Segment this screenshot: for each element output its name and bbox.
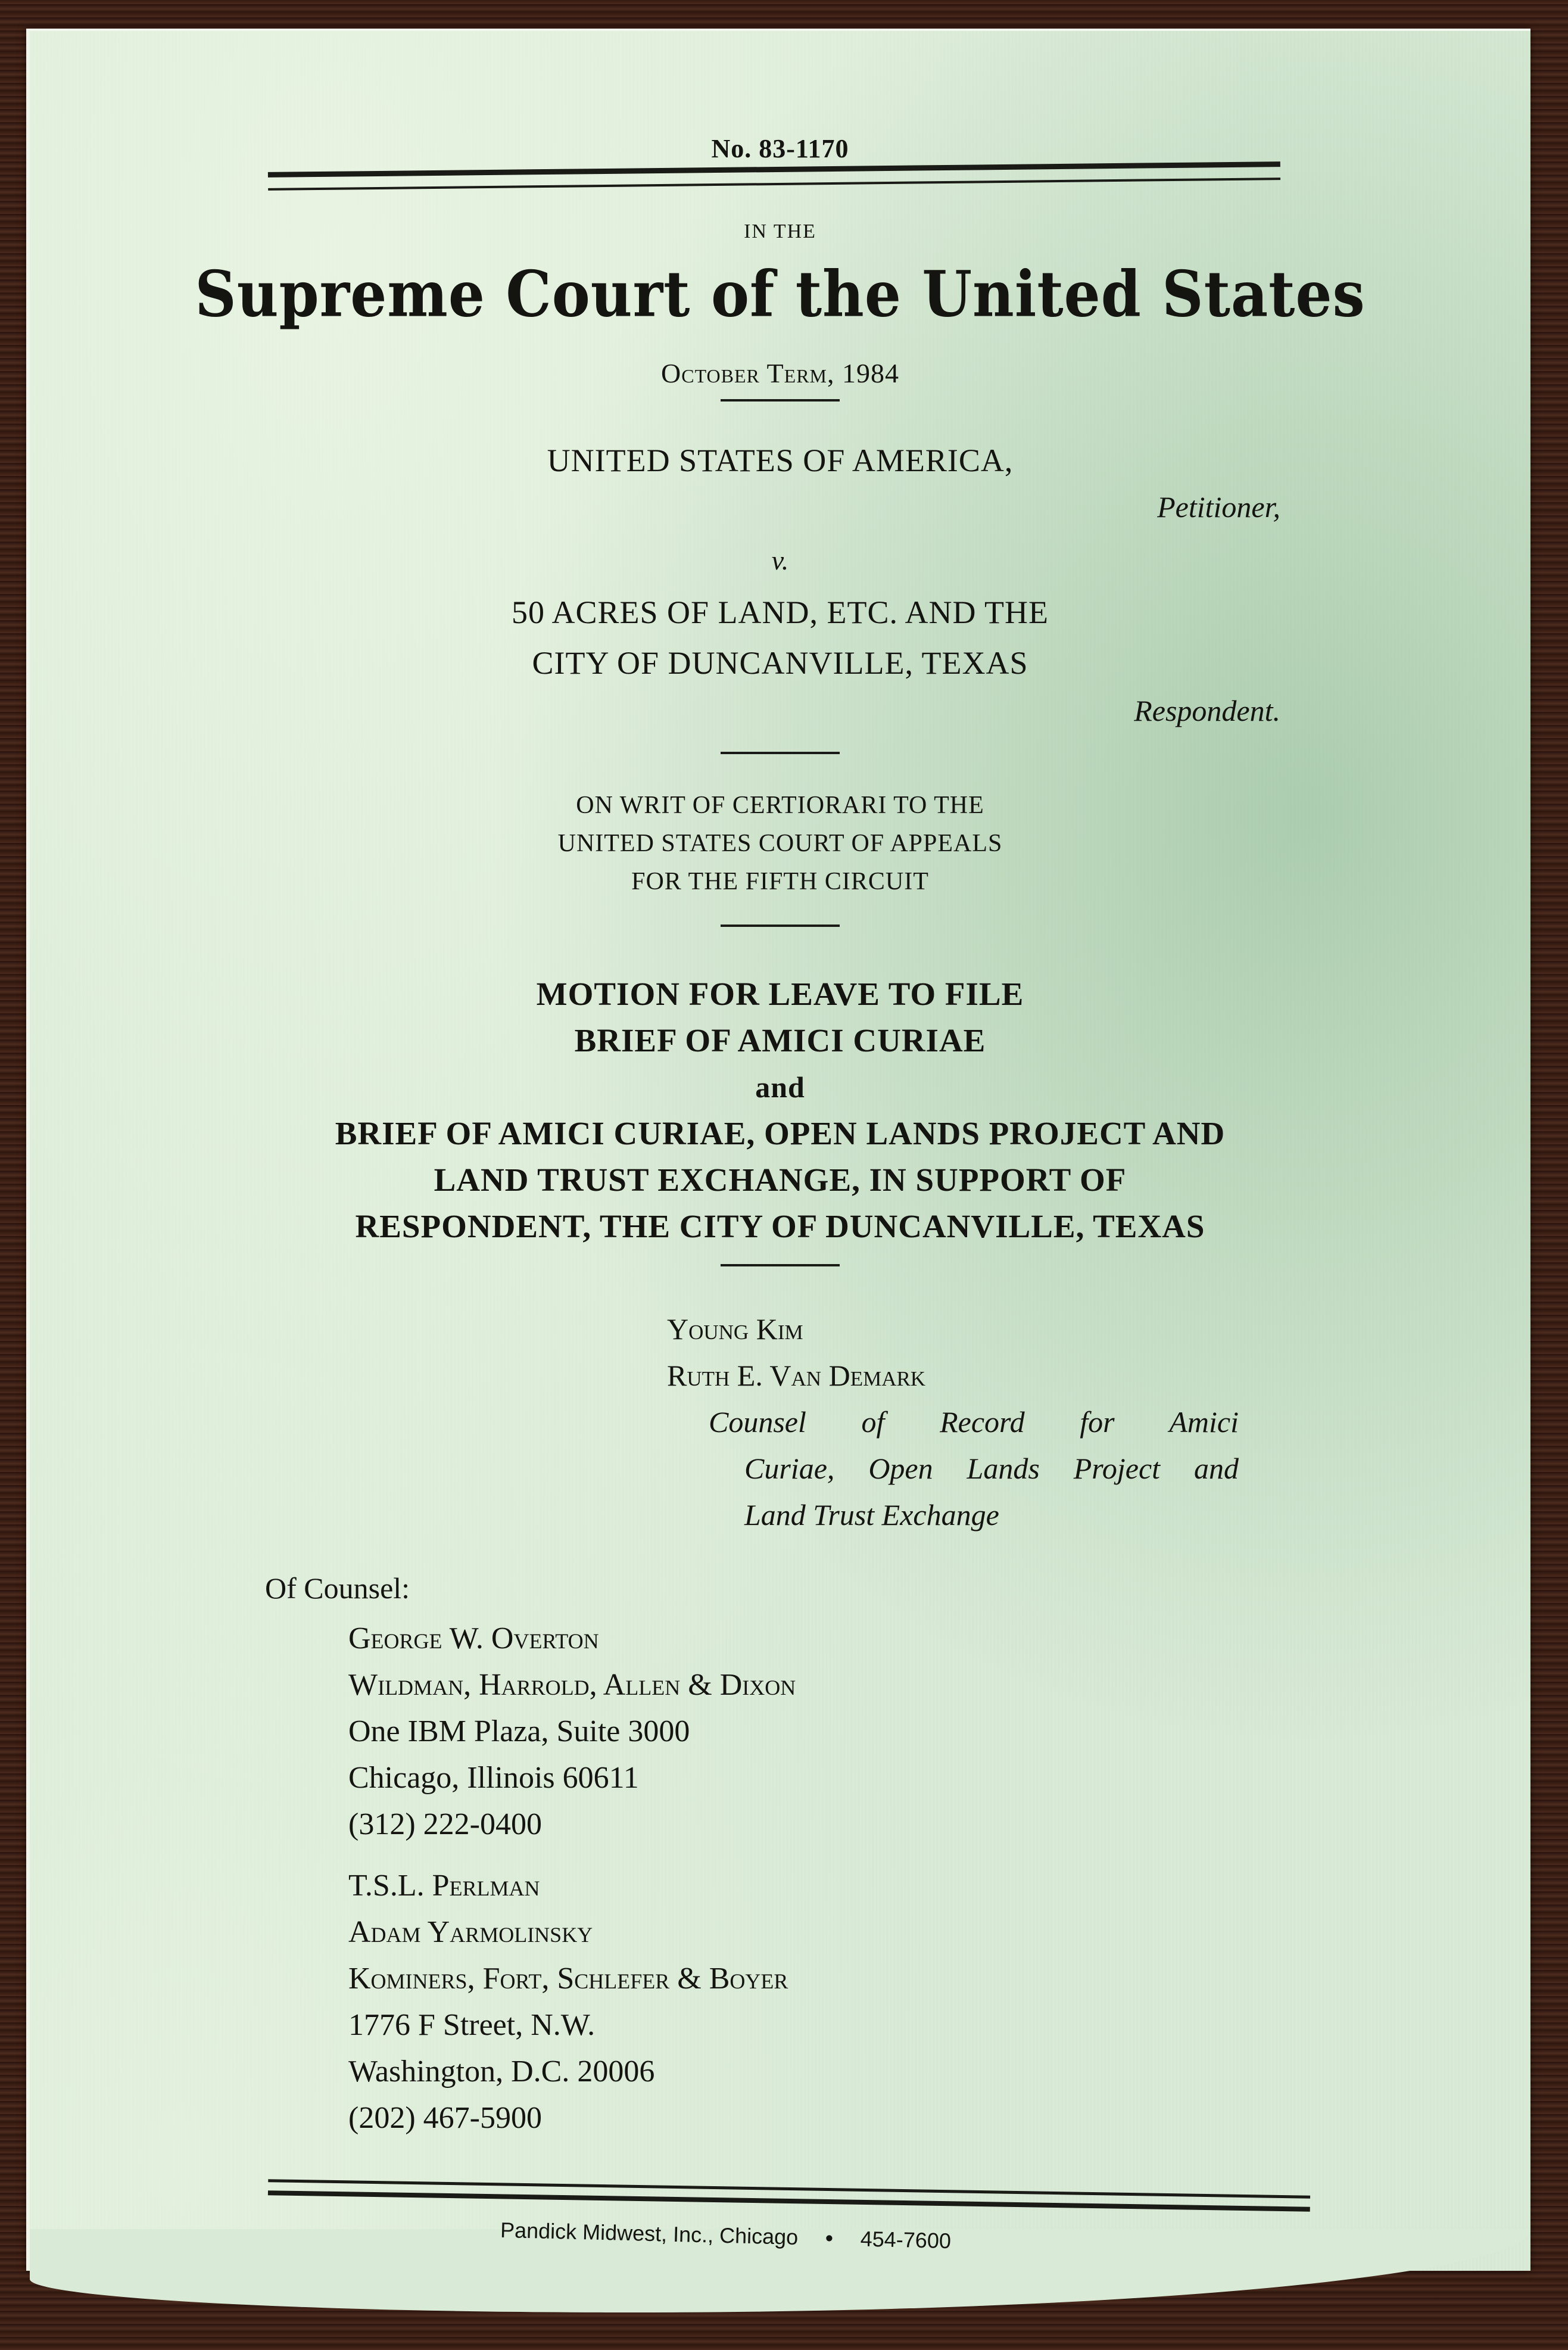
- title-conjunction: and: [755, 1070, 805, 1104]
- thick-rule: [268, 161, 1280, 178]
- writ-line: FOR THE FIFTH CIRCUIT: [631, 868, 929, 895]
- title-line: MOTION FOR LEAVE TO FILE: [536, 976, 1024, 1012]
- counsel-description-line: Counsel of Record for Amici: [709, 1405, 1239, 1439]
- brief-title: [30, 971, 1530, 1250]
- in-the-label: IN THE: [744, 220, 816, 242]
- phone-number: (312) 222-0400: [348, 1807, 542, 1841]
- of-counsel-label: Of Counsel:: [265, 1571, 410, 1605]
- writ-line: UNITED STATES COURT OF APPEALS: [557, 830, 1003, 857]
- address-line: One IBM Plaza, Suite 3000: [348, 1714, 690, 1748]
- counsel-description: [667, 1399, 1239, 1538]
- brief-cover-page: [26, 29, 1530, 2271]
- address-line: 1776 F Street, N.W.: [348, 2008, 596, 2042]
- title-line: LAND TRUST EXCHANGE, IN SUPPORT OF: [434, 1162, 1127, 1198]
- firm-block-2: [348, 1863, 788, 2142]
- counsel-description-line: Land Trust Exchange: [744, 1498, 999, 1532]
- title-line: RESPONDENT, THE CITY OF DUNCANVILLE, TEXAS: [355, 1208, 1205, 1244]
- writ-text: [30, 786, 1530, 901]
- attorney-name: T.S.L. Perlman: [348, 1869, 540, 1903]
- firm-name: Kominers, Fort, Schlefer & Boyer: [348, 1962, 788, 1996]
- thin-rule: [268, 178, 1280, 191]
- title-line: BRIEF OF AMICI CURIAE: [574, 1022, 986, 1059]
- court-term: October Term, 1984: [661, 358, 899, 388]
- printer-phone: 454-7600: [860, 2226, 952, 2253]
- address-line: Chicago, Illinois 60611: [348, 1761, 639, 1795]
- respondent-role: Respondent.: [1134, 694, 1280, 727]
- counsel-name: Young Kim: [667, 1312, 803, 1346]
- counsel-name: Ruth E. Van Demark: [667, 1359, 926, 1392]
- versus: v.: [771, 545, 789, 575]
- petitioner-name: UNITED STATES OF AMERICA,: [547, 443, 1014, 478]
- printer-name: Pandick Midwest, Inc., Chicago: [500, 2217, 799, 2249]
- title-line: BRIEF OF AMICI CURIAE, OPEN LANDS PROJECT AND: [335, 1115, 1226, 1151]
- footer-double-rule: [268, 2179, 1310, 2211]
- counsel-of-record-block: [667, 1306, 1239, 1538]
- court-name: Supreme Court of the United States: [195, 257, 1366, 331]
- header-double-rule: [268, 161, 1280, 191]
- firm-name: Wildman, Harrold, Allen & Dixon: [348, 1668, 796, 1702]
- attorney-name: Adam Yarmolinsky: [348, 1915, 593, 1949]
- bullet-separator: •: [825, 2226, 834, 2251]
- firm-block-1: [348, 1616, 796, 1848]
- petitioner-role: Petitioner,: [1157, 490, 1280, 524]
- section-divider: [721, 752, 840, 754]
- address-line: Washington, D.C. 20006: [348, 2055, 655, 2088]
- section-divider: [721, 1264, 840, 1266]
- section-divider: [721, 399, 840, 401]
- attorney-name: George W. Overton: [348, 1621, 599, 1655]
- case-number: No. 83-1170: [711, 134, 849, 163]
- phone-number: (202) 467-5900: [348, 2101, 542, 2135]
- respondent-name-line-2: CITY OF DUNCANVILLE, TEXAS: [532, 645, 1028, 681]
- writ-line: ON WRIT OF CERTIORARI TO THE: [576, 792, 984, 819]
- counsel-description-line: Curiae, Open Lands Project and: [744, 1452, 1239, 1485]
- section-divider: [721, 925, 840, 927]
- respondent-name-line-1: 50 ACRES OF LAND, ETC. AND THE: [511, 594, 1049, 630]
